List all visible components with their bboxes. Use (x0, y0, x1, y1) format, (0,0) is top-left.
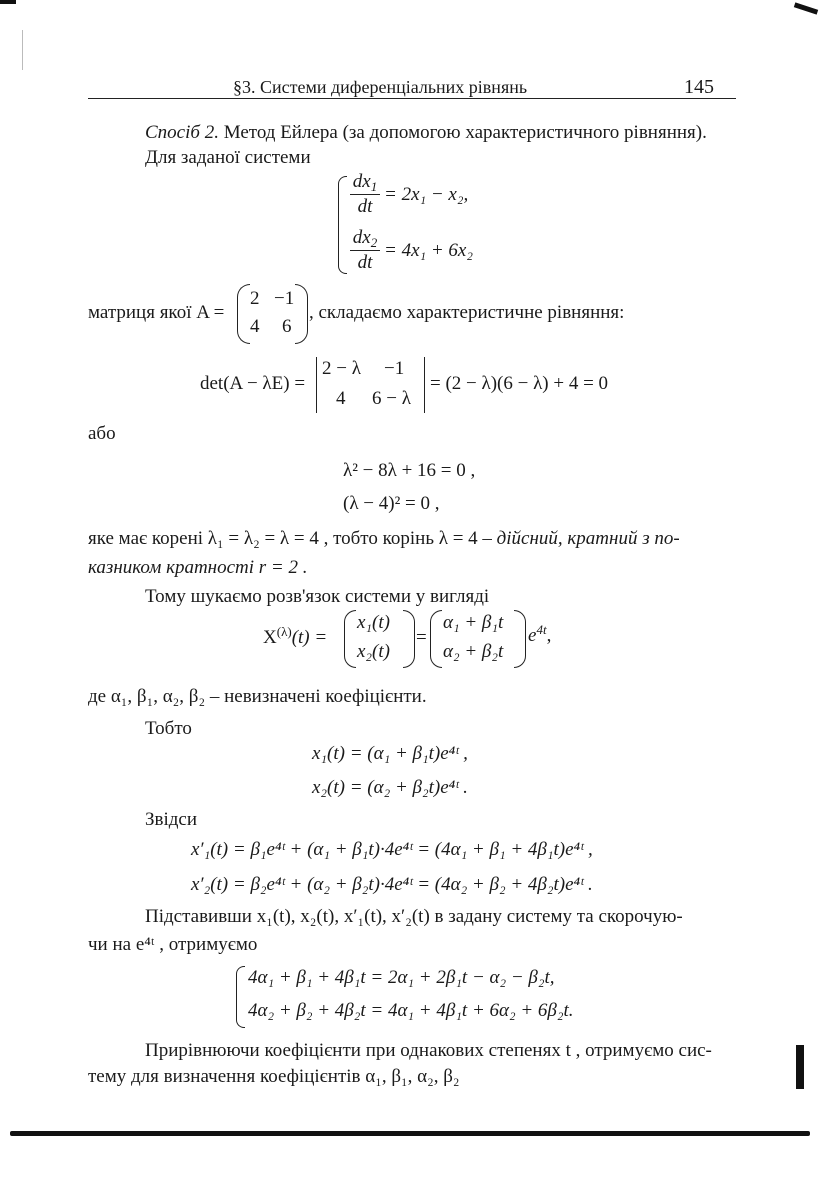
word-zvidsy: Звідси (145, 809, 198, 830)
x1-derivative: x′₁(t) = β₁e⁴ᵗ + (α₁ + β₁t)·4e⁴ᵗ = (4α₁ + β₁ + 4β₁t)e⁴ᵗ , (191, 839, 593, 860)
system1-brace (338, 176, 347, 274)
det-bar-left (316, 357, 317, 413)
matrix-r1c1: 2 (250, 288, 260, 309)
system1-rhs-2: = 4x₁ + 6x₂ (384, 240, 473, 261)
matrix-r2c2: 6 (282, 316, 292, 337)
substitution-line-2: чи на e⁴ᵗ , отримуємо (88, 934, 258, 955)
vector-x-paren-left (344, 610, 356, 668)
characteristic-equation-factored: (λ − 4)² = 0 , (343, 493, 440, 514)
matrix-prefix: матриця якої A = (88, 302, 225, 323)
page-number: 145 (684, 76, 714, 98)
det-r2c2: 6 − λ (372, 388, 411, 409)
system1-fraction-2: $dx_2$ dt (350, 228, 380, 273)
vector-coef-paren-left (430, 610, 442, 668)
x2-derivative: x′₂(t) = β₂e⁴ᵗ + (α₂ + β₂t)·4e⁴ᵗ = (4α₂ + β₂ + 4β₂t)e⁴ᵗ . (191, 874, 593, 895)
intro-line-2: Для заданої системи (145, 147, 311, 168)
characteristic-equation: λ² − 8λ + 16 = 0 , (343, 460, 476, 481)
vector-coef-1: α₁ + β₁t (443, 612, 504, 633)
vector-coef-2: α₂ + β₂t (443, 641, 504, 662)
running-header-title: §3. Системи диференціальних рівнянь (233, 77, 528, 97)
final-line-1: Прирівнюючи коефіцієнти при однакових степенях t , отримуємо сис- (145, 1040, 712, 1061)
scan-corner-mark-right (794, 2, 818, 14)
matrix-suffix: , складаємо характеристичне рівняння: (309, 302, 625, 323)
header-rule (88, 98, 736, 99)
method-label: Спосіб 2. (145, 122, 219, 143)
intro-line-1 (145, 122, 707, 144)
system1-rhs-1: = 2x₁ − x₂, (384, 184, 469, 205)
det-lhs: det(A − λE) = (200, 373, 306, 394)
det-bar-right (424, 357, 425, 413)
system2-brace (236, 966, 245, 1028)
roots-line-1: яке має корені λ₁ = λ₂ = λ = 4 , тобто корінь λ = 4 – дійсний, кратний з по- (88, 528, 680, 549)
scan-side-bar (796, 1045, 804, 1089)
matrix-paren-left (237, 284, 250, 344)
vector-coef-paren-right (514, 610, 526, 668)
word-abo: або (88, 423, 116, 444)
method-text: Метод Ейлера (за допомогою характеристичного рівняння). (218, 122, 707, 143)
det-r1c2: −1 (384, 358, 405, 379)
vector-x-1: x₁(t) (357, 612, 390, 633)
det-r1c1: 2 − λ (322, 358, 361, 379)
matrix-paren-right (295, 284, 308, 344)
x2-definition: x₂(t) = (α₂ + β₂t)e⁴ᵗ . (312, 777, 468, 798)
substitution-line-1: Підставивши x₁(t), x₂(t), x′₁(t), x′₂(t) в задану систему та скорочую- (145, 906, 683, 927)
word-tobto: Тобто (145, 718, 192, 739)
det-r2c1: 4 (336, 388, 346, 409)
system2-eq-1: 4α₁ + β₁ + 4β₁t = 2α₁ + 2β₁t − α₂ − β₂t, (248, 967, 555, 988)
search-line: Тому шукаємо розв'язок системи у вигляді (145, 586, 490, 607)
det-rhs: = (2 − λ)(6 − λ) + 4 = 0 (430, 373, 609, 394)
final-line-2: тему для визначення коефіцієнтів α₁, β₁, α₂, β₂ (88, 1066, 460, 1087)
x1-definition: x₁(t) = (α₁ + β₁t)e⁴ᵗ , (312, 743, 468, 764)
coefficients-line: де α₁, β₁, α₂, β₂ – невизначені коефіцієнти. (88, 686, 427, 707)
scan-corner-mark-left (0, 0, 16, 4)
solution-form-eq: = (416, 627, 427, 648)
vector-x-2: x₂(t) (357, 641, 390, 662)
solution-form-lhs: $X^{(\lambda)}(t)$ = (263, 624, 328, 648)
roots-line-2: казником кратності r = 2 . (88, 557, 308, 578)
solution-form-exp: $e^{4t}$, (528, 622, 552, 646)
system1-fraction-1: $dx_1$ dt (350, 172, 380, 217)
bottom-scan-rule (10, 1131, 810, 1136)
scan-margin-line (22, 30, 23, 70)
matrix-r2c1: 4 (250, 316, 260, 337)
system2-eq-2: 4α₂ + β₂ + 4β₂t = 4α₁ + 4β₁t + 6α₂ + 6β₂t. (248, 1000, 574, 1021)
matrix-r1c2: −1 (274, 288, 295, 309)
vector-x-paren-right (403, 610, 415, 668)
